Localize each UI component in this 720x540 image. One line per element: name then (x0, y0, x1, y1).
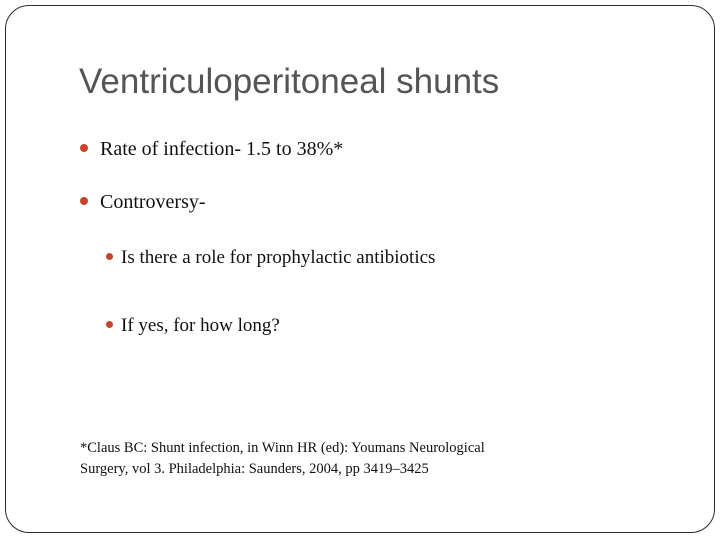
bullet-text: Rate of infection- 1.5 to 38%* (100, 138, 344, 160)
bullet-dot-icon (80, 197, 88, 205)
sub-bullet-item-prophylactic (106, 247, 435, 269)
bullet-item-infection-rate (80, 138, 343, 161)
bullet-dot-icon (106, 321, 113, 328)
sub-bullet-text: Is there a role for prophylactic antibiotics (121, 247, 436, 268)
footnote-line-1: *Claus BC: Shunt infection, in Winn HR (ed): Youmans Neurological (80, 440, 485, 456)
bullet-text: Controversy- (100, 191, 206, 213)
sub-bullet-text: If yes, for how long? (121, 315, 280, 336)
footnote-line-2: Surgery, vol 3. Philadelphia: Saunders, 2004, pp 3419–3425 (80, 461, 429, 477)
footnote (80, 438, 600, 480)
slide-title: Ventriculoperitoneal shunts (79, 62, 500, 101)
sub-bullet-item-duration (106, 315, 280, 337)
bullet-dot-icon (106, 253, 113, 260)
bullet-dot-icon (80, 144, 88, 152)
bullet-item-controversy (80, 191, 206, 214)
